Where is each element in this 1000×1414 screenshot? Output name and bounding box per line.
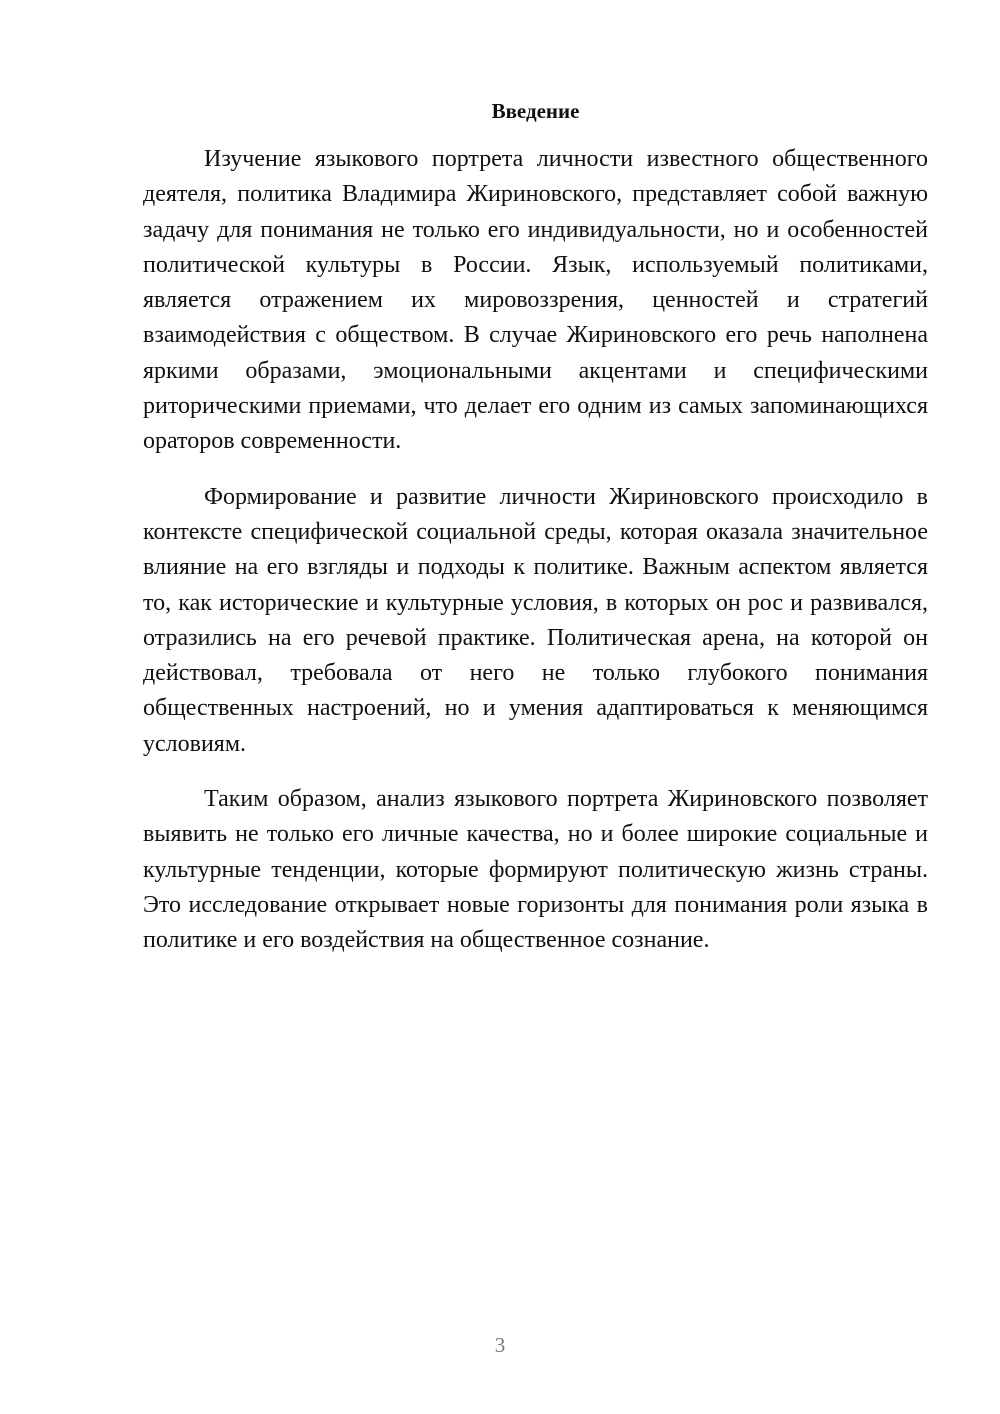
paragraph-2: Формирование и развитие личности Жириновского происходило в контексте специфической социальной среды, которая оказала значительное влияние на его взгляды и подходы к политике. Важным аспектом является то, как исторические и культурные условия, в которых он рос и развивался, отразились на его речевой практике. Политическая арена, на которой он действовал, требовала от него не только глубокого понимания общественных настроений, но и умения адаптироваться к меняющимся условиям. — [143, 483, 928, 757]
paragraph-1: Изучение языкового портрета личности известного общественного деятеля, политика Владимира Жириновского, представляет собой важную задачу для понимания не только его индивидуальности, но и особенностей политической культуры в России. Язык, используемый политиками, является отражением их мировоззрения, ценностей и стратегий взаимодействия с обществом. В случае Жириновского его речь наполнена яркими образами, эмоциональными акцентами и специфическими риторическими приемами, что делает его одним из самых запоминающихся ораторов современности. — [143, 146, 928, 455]
page-content — [143, 96, 928, 979]
section-heading: Введение — [491, 99, 580, 123]
page-number: 3 — [494, 1333, 506, 1357]
paragraph-3: Таким образом, анализ языкового портрета Жириновского позволяет выявить не только его личные качества, но и более широкие социальные и культурные тенденции, которые формируют политическую жизнь страны. Это исследование открывает новые горизонты для понимания роли языка в политике и его воздействия на общественное сознание. — [143, 786, 928, 954]
